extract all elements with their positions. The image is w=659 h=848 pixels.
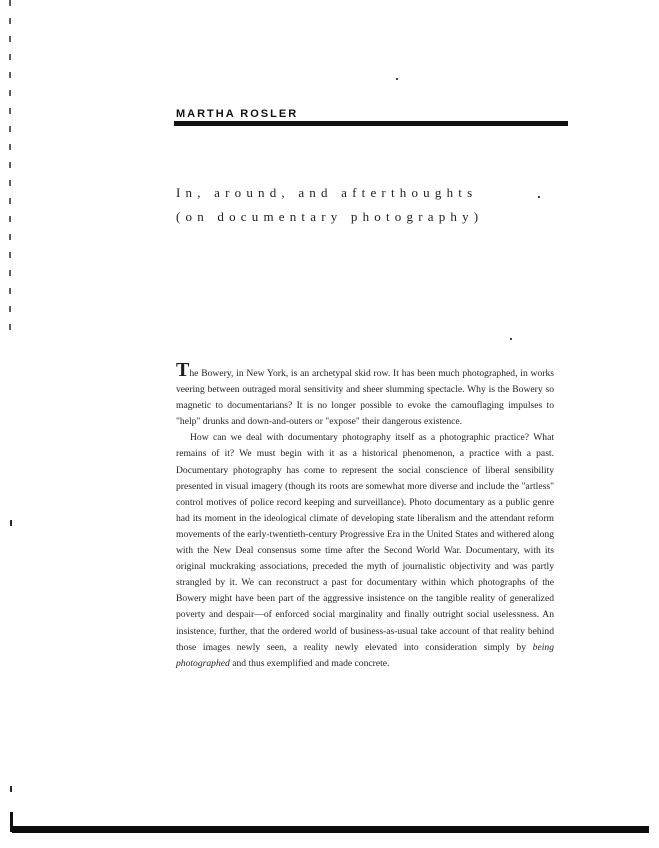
scan-speck [396,78,398,80]
scan-margin-tick [10,520,12,526]
title-line-2: (on documentary photography) [176,209,484,224]
paragraph-2-emphasis: being photographed [176,641,554,669]
author-name: MARTHA ROSLER [176,108,299,120]
scan-left-margin-marks [9,0,11,340]
paragraph-2-end: and thus exemplified and made concrete. [229,657,390,669]
paragraph-2 [176,430,554,671]
paragraph-1: The Bowery, in New York, is an archetypal skid row. It has been much photographed, in works veering between outraged moral sensitivity and sheer slumming spectacle. Why is the Bowery so magnetic to documentarians? It is no longer possible to evoke the camouflaging impulses to "help" drunks and down-and-outers or "expose" their dangerous existence. [176,359,554,428]
scan-margin-tick [10,786,12,792]
scan-speck [510,338,512,340]
header-rule [174,121,568,126]
scan-speck [538,196,540,198]
essay-body [176,359,554,672]
bottom-scan-edge [12,826,649,833]
essay-title [176,181,536,229]
paragraph-2-text: How can we deal with documentary photography itself as a photographic practice? What remains of it? We must begin with it as a historical phenomenon, a practice with a past. Documentary photography has come to represent the social conscience of liberal sensibility presented in visual imagery (though its roots are somewhat more diverse and include the "artless" control motives of police record keeping and surveillance). Photo documentary as a public genre had its moment in the ideological climate of developing state liberalism and the attendant reform movements of the early-twentieth-century Progressive Era in the United States and withered along with the New Deal consensus some time after the Second World War. Documentary, with its original muckraking associations, preceded the myth of journalistic objectivity and was partly strangled by it. We can reconstruct a past for documentary within which photographs of the Bowery might have been part of the aggressive insistence on the tangible reality of generalized poverty and despair—of enforced social marginality and finally outright social uselessness. An insistence, further, that the ordered world of business-as-usual take account of that reality behind those images newly seen, a reality newly elevated into consideration simply by [176,432,554,653]
title-line-1: In, around, and afterthoughts [176,185,478,200]
